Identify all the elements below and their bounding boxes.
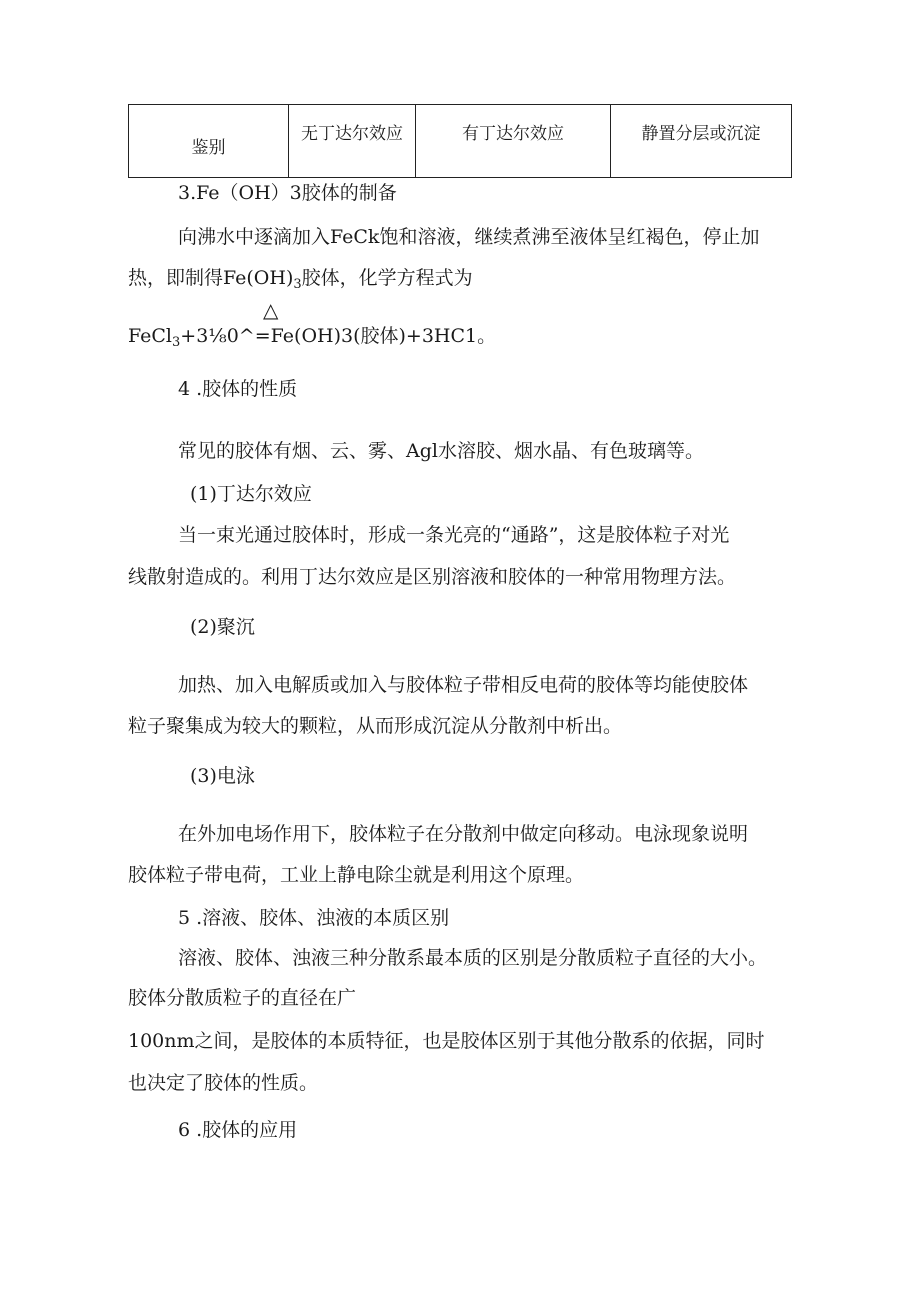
section-heading: 3.Fe（OH）3胶体的制备 — [178, 182, 397, 204]
paragraph-line: 胶体分散质粒子的直径在广 — [128, 987, 357, 1009]
paragraph-line: 胶体粒子带电荷，工业上静电除尘就是利用这个原理。 — [128, 864, 585, 886]
table-cell: 有丁达尔效应 — [416, 105, 611, 178]
section-heading: 5 .溶液、胶体、浊液的本质区别 — [178, 907, 450, 929]
section-heading: 4 .胶体的性质 — [178, 378, 298, 400]
section-heading: 6 .胶体的应用 — [178, 1119, 298, 1141]
paragraph-line: 加热、加入电解质或加入与胶体粒子带相反电荷的胶体等均能使胶体 — [178, 674, 749, 696]
paragraph-line: 粒子聚集成为较大的颗粒，从而形成沉淀从分散剂中析出。 — [128, 715, 623, 737]
property-table — [128, 104, 792, 178]
table-row — [129, 105, 792, 178]
paragraph-line: 线散射造成的。利用丁达尔效应是区别溶液和胶体的一种常用物理方法。 — [128, 566, 737, 588]
paragraph-line: 热，即制得$Fe(OH)_3$胶体，化学方程式为 — [128, 267, 473, 292]
paragraph-line: 100nm之间，是胶体的本质特征，也是胶体区别于其他分散系的依据，同时 — [128, 1030, 765, 1052]
subsection-heading: (1)丁达尔效应 — [190, 483, 312, 505]
paragraph-line: 也决定了胶体的性质。 — [128, 1072, 319, 1094]
paragraph-line: 当一束光通过胶体时，形成一条光亮的“通路”，这是胶体粒子对光 — [178, 524, 730, 546]
table-cell: 无丁达尔效应 — [289, 105, 416, 178]
paragraph-line: 常见的胶体有烟、云、雾、Agl水溶胶、烟水晶、有色玻璃等。 — [178, 440, 704, 462]
paragraph-line: 溶液、胶体、浊液三种分散系最本质的区别是分散质粒子直径的大小。 — [178, 947, 768, 969]
table-row-label: 鉴别 — [129, 105, 289, 178]
paragraph-line: 在外加电场作用下，胶体粒子在分散剂中做定向移动。电泳现象说明 — [178, 823, 749, 845]
table-cell: 静置分层或沉淀 — [611, 105, 792, 178]
chemical-equation: FeCl$_3$+3⅛0^=Fe(OH)3(胶体)+3HC1。 — [128, 325, 497, 350]
subsection-heading: (3)电泳 — [190, 765, 255, 787]
paragraph-line: 向沸水中逐滴加入FeCk饱和溶液，继续煮沸至液体呈红褐色，停止加 — [178, 226, 760, 248]
heating-triangle-icon: △ — [263, 298, 279, 322]
subsection-heading: (2)聚沉 — [190, 616, 255, 638]
